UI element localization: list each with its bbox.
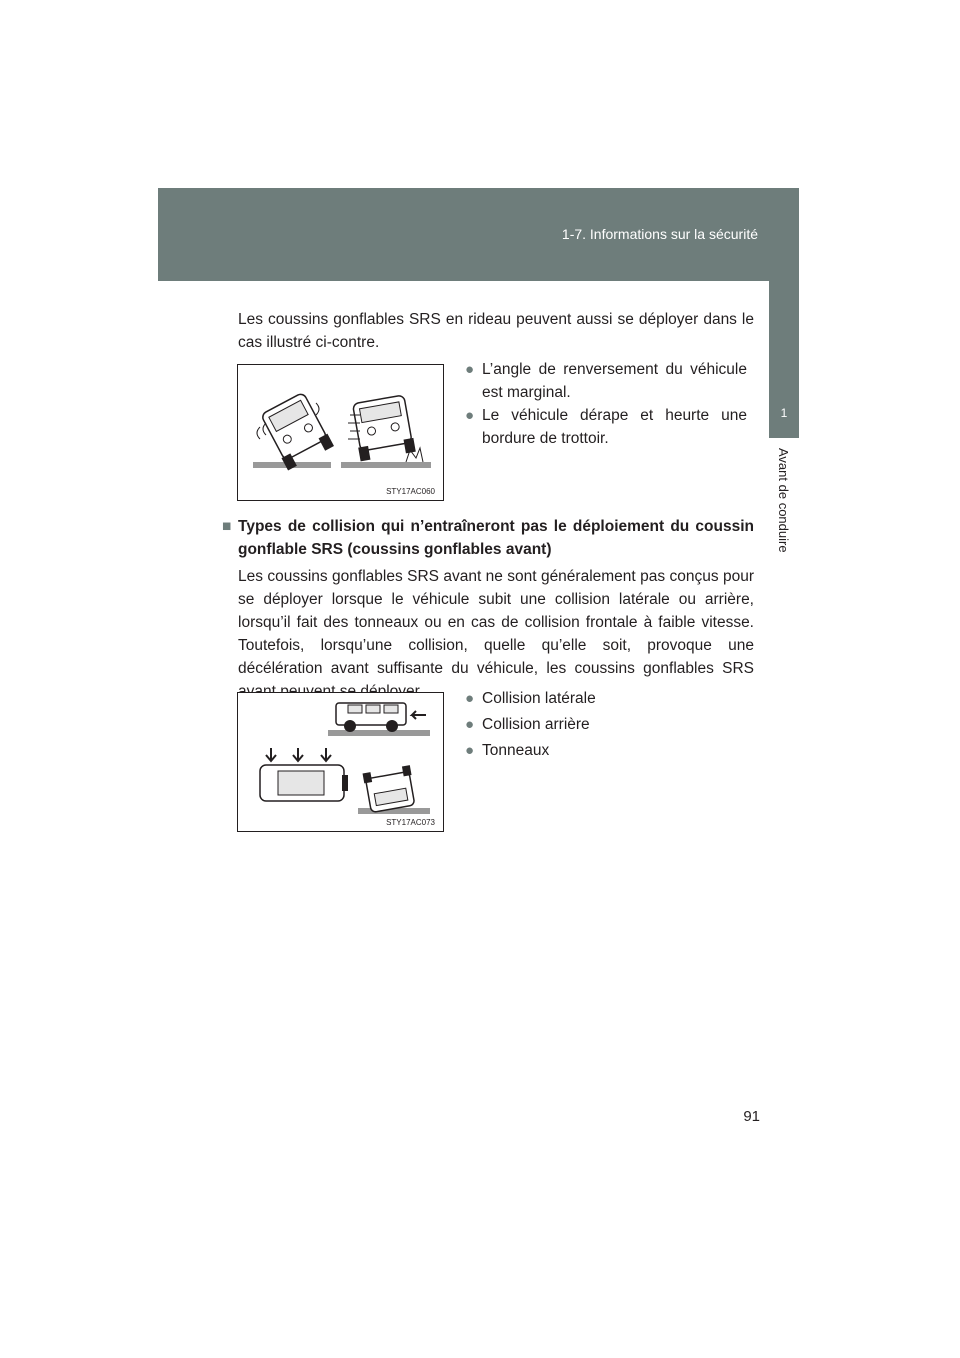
section-heading (222, 515, 754, 561)
collision-types-drawing (238, 693, 443, 831)
figure2-bullet-3 (465, 739, 747, 762)
page-number: 91 (743, 1108, 760, 1125)
bullet-icon: ● (465, 361, 475, 378)
bullet-icon: ● (465, 742, 475, 759)
figure1-bullet-2 (465, 404, 747, 450)
bullet-icon: ● (465, 690, 475, 707)
bullet-text: Collision arrière (482, 716, 590, 733)
section-title: 1-7. Informations sur la sécurité (561, 226, 758, 242)
header-band (158, 188, 799, 281)
bullet-text: Tonneaux (482, 742, 550, 759)
rollover-illustration (237, 364, 444, 501)
bullet-text: Le véhicule dérape et heurte une bordure de trottoir. (482, 407, 747, 447)
chapter-tab (769, 188, 799, 438)
intro-paragraph: Les coussins gonflables SRS en rideau peuvent aussi se déployer dans le cas illustré ci-contre. (238, 311, 754, 351)
section-marker-icon: ■ (222, 518, 232, 535)
chapter-label (776, 448, 794, 588)
bullet-icon: ● (465, 407, 475, 424)
section-body: Les coussins gonflables SRS avant ne sont généralement pas conçus pour se déployer lorsque le véhicule subit une collision latérale ou arrière, lorsqu’il fait des tonneaux ou en cas de collision frontale à faible vitesse. Toutefois, lorsqu’une collision, quelle qu’elle soit, provoque une décélération avant suffisante du véhicule, les coussins gonflables SRS (238, 568, 754, 677)
side-view-vehicle (336, 703, 406, 732)
figure-code: STY17AC073 (386, 818, 435, 827)
section-heading-text: Types de collision qui n’entraîneront pas le déploiement du coussin gonflable SRS (coussins gonflables avant) (238, 518, 754, 558)
figure-code: STY17AC060 (386, 487, 435, 496)
chapter-number: 1 (780, 406, 788, 420)
collision-types-illustration (237, 692, 444, 832)
bullet-text: L’angle de renversement du véhicule est marginal. (482, 361, 747, 401)
figure2-bullet-1 (465, 687, 747, 710)
chapter-label-text: Avant de conduire (776, 448, 791, 553)
bullet-text: Collision latérale (482, 690, 596, 707)
figure1-bullet-1 (465, 358, 747, 404)
rollover-drawing (238, 365, 443, 500)
bullet-icon: ● (465, 716, 475, 733)
top-view-vehicle (260, 765, 348, 801)
figure2-bullet-2 (465, 713, 747, 736)
